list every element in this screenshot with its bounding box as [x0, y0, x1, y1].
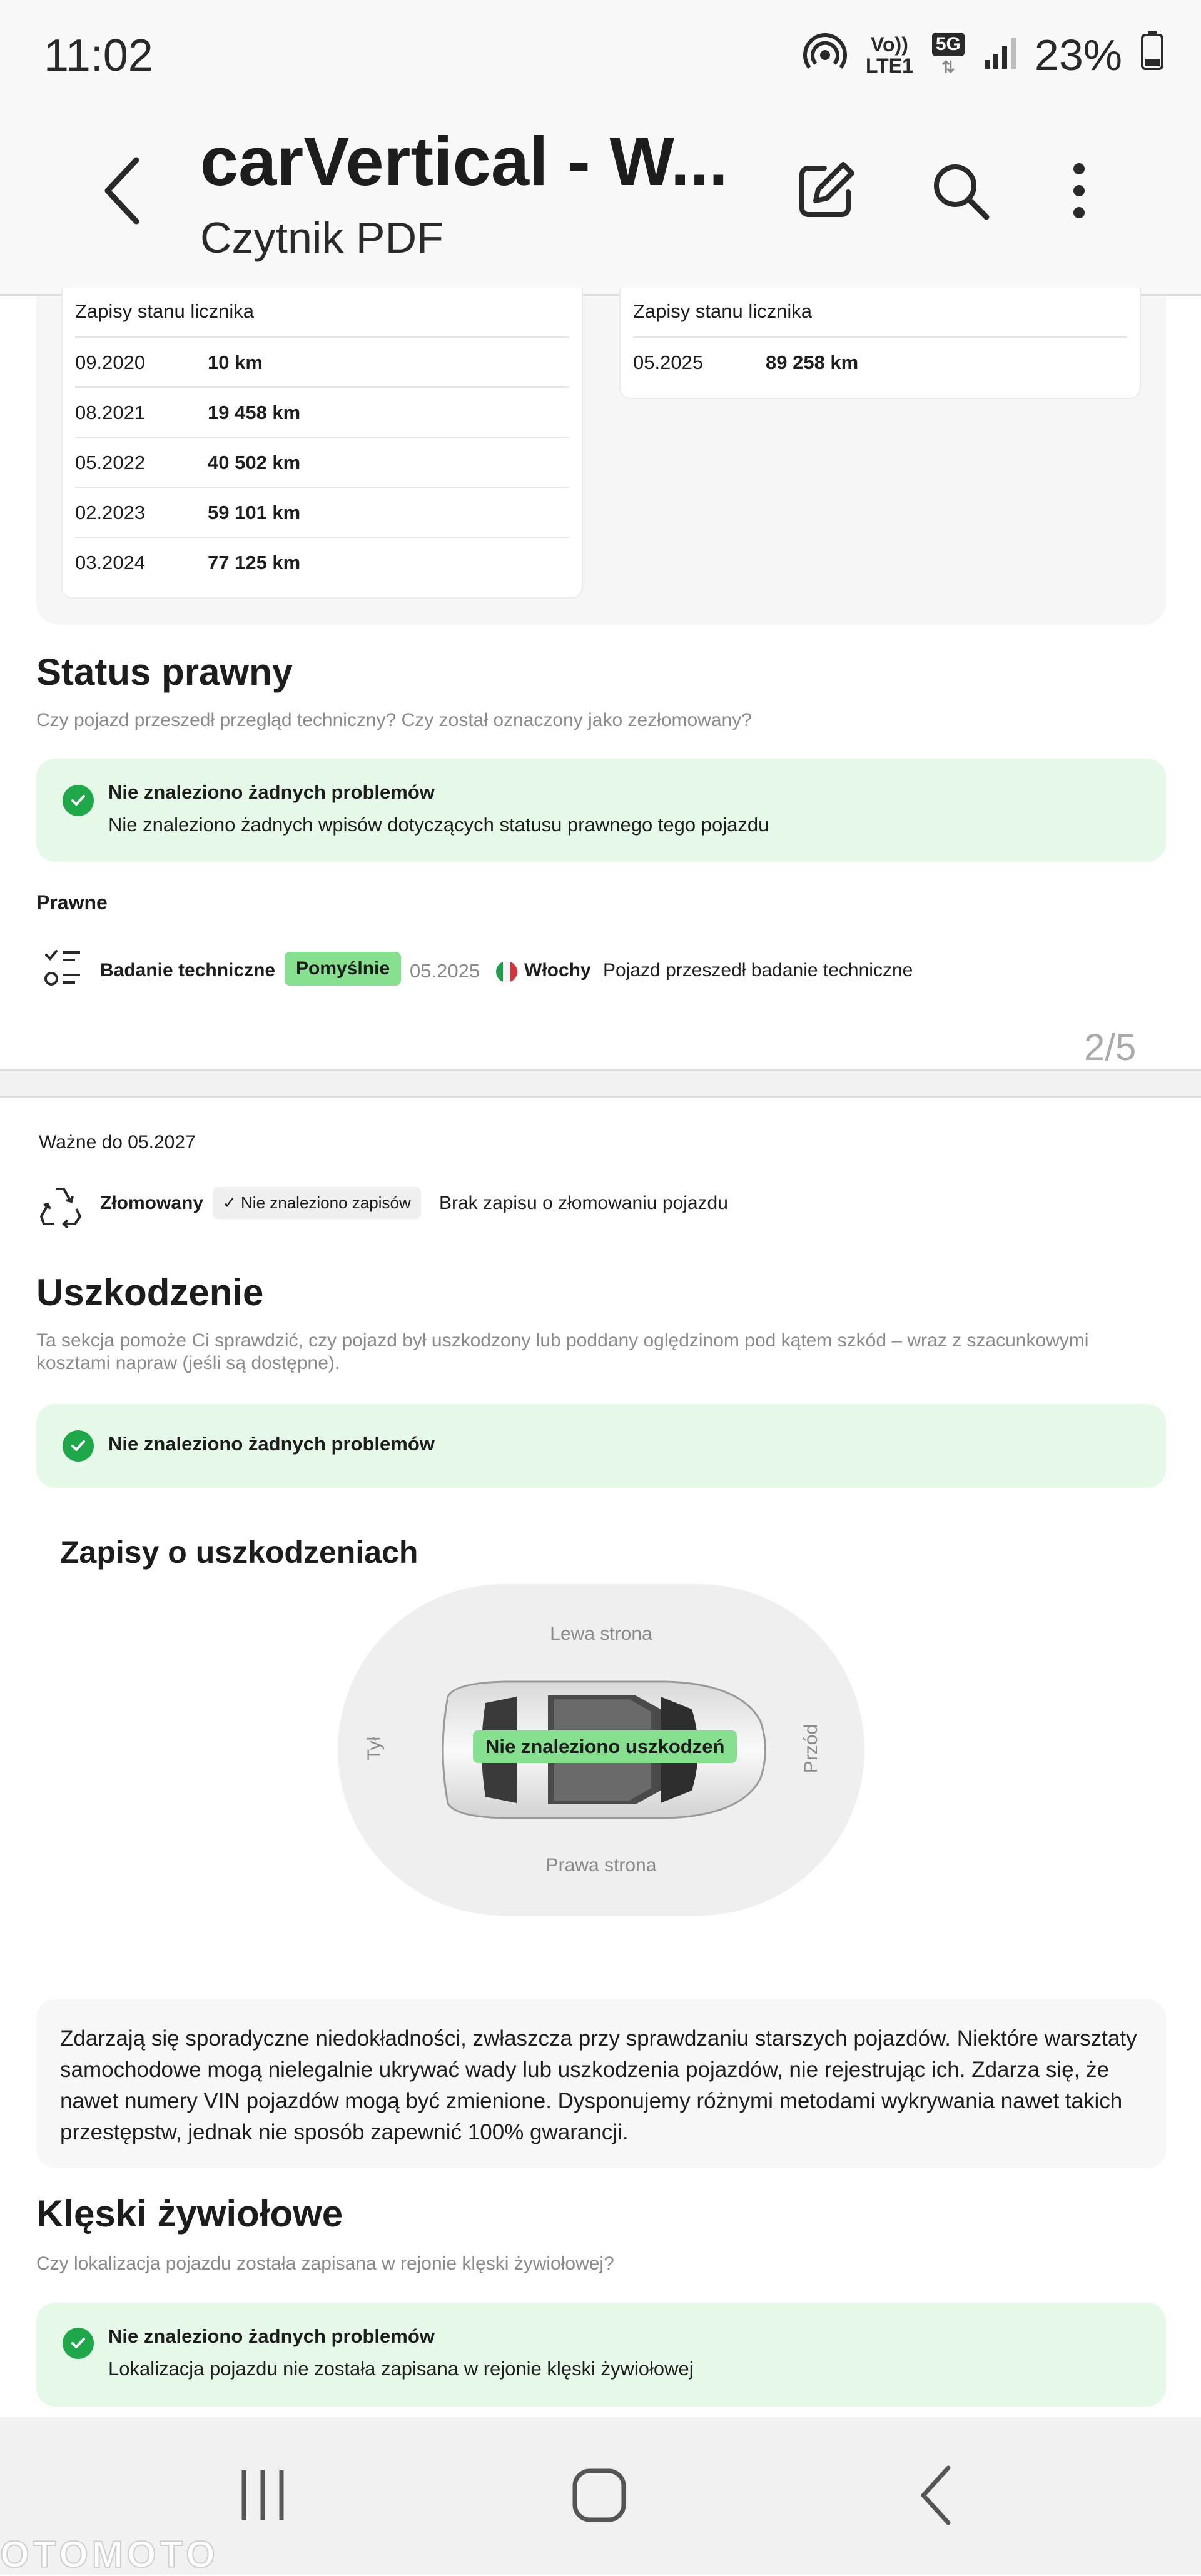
odometer-date: 09.2020	[75, 351, 146, 373]
edit-button[interactable]	[788, 153, 863, 228]
rear-label: Tył	[364, 1736, 385, 1761]
chevron-left-icon	[917, 2464, 955, 2527]
odometer-card-right	[619, 288, 1141, 399]
edit-icon	[794, 159, 857, 222]
odometer-heading: Zapisy stanu licznika	[75, 300, 255, 322]
recycle-icon	[39, 1184, 83, 1231]
left-side-label: Lewa strona	[550, 1624, 652, 1644]
odometer-heading: Zapisy stanu licznika	[633, 300, 813, 322]
page-break	[0, 1069, 1201, 1098]
odometer-value: 59 101 km	[208, 502, 301, 523]
check-circle-icon	[63, 2328, 94, 2359]
odometer-value: 40 502 km	[208, 452, 301, 473]
otomoto-watermark: OTOMOTO	[0, 2533, 219, 2575]
legal-ok-text: Nie znaleziono żadnych wpisów dotyczących statusu prawnego tego pojazdu	[108, 814, 769, 836]
search-icon	[929, 159, 991, 222]
scrapped-name: Złomowany	[100, 1193, 204, 1213]
document-title: carVertical - W...	[200, 123, 728, 200]
legal-ok-title: Nie znaleziono żadnych problemów	[108, 781, 435, 803]
inspection-name: Badanie techniczne	[100, 960, 276, 981]
disasters-title: Klęski żywiołowe	[36, 2193, 343, 2235]
more-vertical-icon	[1070, 159, 1088, 222]
status-icons	[803, 30, 1163, 80]
odometer-date: 02.2023	[75, 502, 146, 523]
checkmark-icon: ✓	[223, 1193, 241, 1212]
scrapped-description: Brak zapisu o złomowaniu pojazdu	[439, 1193, 728, 1213]
back-button[interactable]	[88, 150, 156, 231]
disclaimer-box: Zdarzają się sporadyczne niedokładności, zwłaszcza przy sprawdzaniu starszych pojazdów. Niektóre warsztaty samochodowe mogą nielegalnie ukrywać wady lub uszkodzenia pojazdów, nie rejestrując ich. Zdarza się, że nawet numery VIN pojazdów mogą być zmienione. Dysponujemy różnymi metodami wykrywania nawet takich przestępstw, jednak nie sposób zapewnić 100% gwarancji.	[36, 1999, 1166, 2168]
damage-subtitle: Ta sekcja pomoże Ci sprawdzić, czy pojazd był uszkodzony lub poddany oględzinom pod kątem szkód – wraz z szacunkowymi kosztami napraw (jeśli są dostępne).	[36, 1330, 1089, 1373]
battery-percent: 23%	[1034, 31, 1122, 79]
app-subtitle: Czytnik PDF	[200, 213, 443, 262]
front-label: Przód	[801, 1724, 822, 1774]
system-back-button[interactable]	[898, 2458, 973, 2533]
odometer-value: 89 258 km	[766, 351, 859, 373]
odometer-value: 77 125 km	[208, 552, 301, 573]
table-row	[75, 386, 569, 438]
page-number: 2/5	[1084, 1026, 1137, 1068]
chevron-left-icon	[100, 156, 144, 225]
disasters-ok-text: Lokalizacja pojazdu nie została zapisana w rejonie klęski żywiołowej	[108, 2358, 694, 2380]
check-circle-icon	[63, 1430, 94, 1462]
legal-ok-box	[36, 759, 1166, 862]
odometer-date: 03.2024	[75, 552, 146, 573]
battery-icon	[1141, 30, 1163, 80]
no-damage-badge: Nie znaleziono uszkodzeń	[473, 1730, 737, 1763]
odometer-value: 19 458 km	[208, 402, 301, 423]
damage-title: Uszkodzenie	[36, 1271, 264, 1313]
volte-indicator: Vo)) LTE1	[866, 33, 913, 77]
inspection-description: Pojazd przeszedł badanie techniczne	[603, 960, 913, 981]
recent-apps-icon	[235, 2467, 291, 2523]
check-circle-icon	[63, 785, 94, 816]
checklist-icon	[44, 947, 83, 994]
disasters-subtitle: Czy lokalizacja pojazdu została zapisana w rejonie klęski żywiołowej?	[36, 2253, 614, 2274]
odometer-value: 10 km	[208, 351, 263, 373]
more-options-button[interactable]	[1045, 153, 1113, 228]
right-side-label: Prawa strona	[545, 1855, 657, 1876]
signal-icon	[983, 30, 1016, 80]
home-button[interactable]	[562, 2458, 637, 2533]
italy-flag-icon	[496, 961, 517, 982]
damage-ok-box	[36, 1404, 1166, 1488]
status-time: 11:02	[44, 31, 153, 81]
legal-status-subtitle: Czy pojazd przeszedł przegląd techniczny? Czy został oznaczony jako zezłomowany?	[36, 710, 752, 730]
disasters-ok-title: Nie znaleziono żadnych problemów	[108, 2325, 435, 2347]
inspection-status-badge: Pomyślnie	[285, 952, 401, 986]
legal-status-title: Status prawny	[36, 651, 293, 693]
5g-indicator: 5G ⇅	[932, 33, 965, 78]
home-icon	[571, 2467, 627, 2523]
inspection-date: 05.2025	[410, 960, 480, 982]
inspection-country: Włochy	[524, 960, 591, 981]
damage-ok-title: Nie znaleziono żadnych problemów	[108, 1433, 435, 1455]
damage-diagram	[338, 1584, 864, 1916]
hotspot-icon	[803, 30, 847, 80]
table-row	[633, 336, 1127, 388]
odometer-card-left	[61, 288, 583, 599]
scrapped-status-badge: ✓ Nie znaleziono zapisów	[213, 1187, 421, 1219]
table-row	[75, 437, 569, 488]
damage-records-title: Zapisy o uszkodzeniach	[60, 1535, 418, 1570]
legal-section-label: Prawne	[36, 891, 108, 914]
recent-apps-button[interactable]	[225, 2458, 300, 2533]
odometer-date: 05.2025	[633, 351, 704, 373]
valid-until: Ważne do 05.2027	[39, 1132, 196, 1153]
odometer-date: 05.2022	[75, 452, 146, 473]
table-row	[75, 537, 569, 588]
disasters-ok-box	[36, 2303, 1166, 2407]
odometer-date: 08.2021	[75, 402, 146, 423]
table-row	[75, 336, 569, 388]
search-button[interactable]	[923, 153, 998, 228]
table-row	[75, 487, 569, 538]
